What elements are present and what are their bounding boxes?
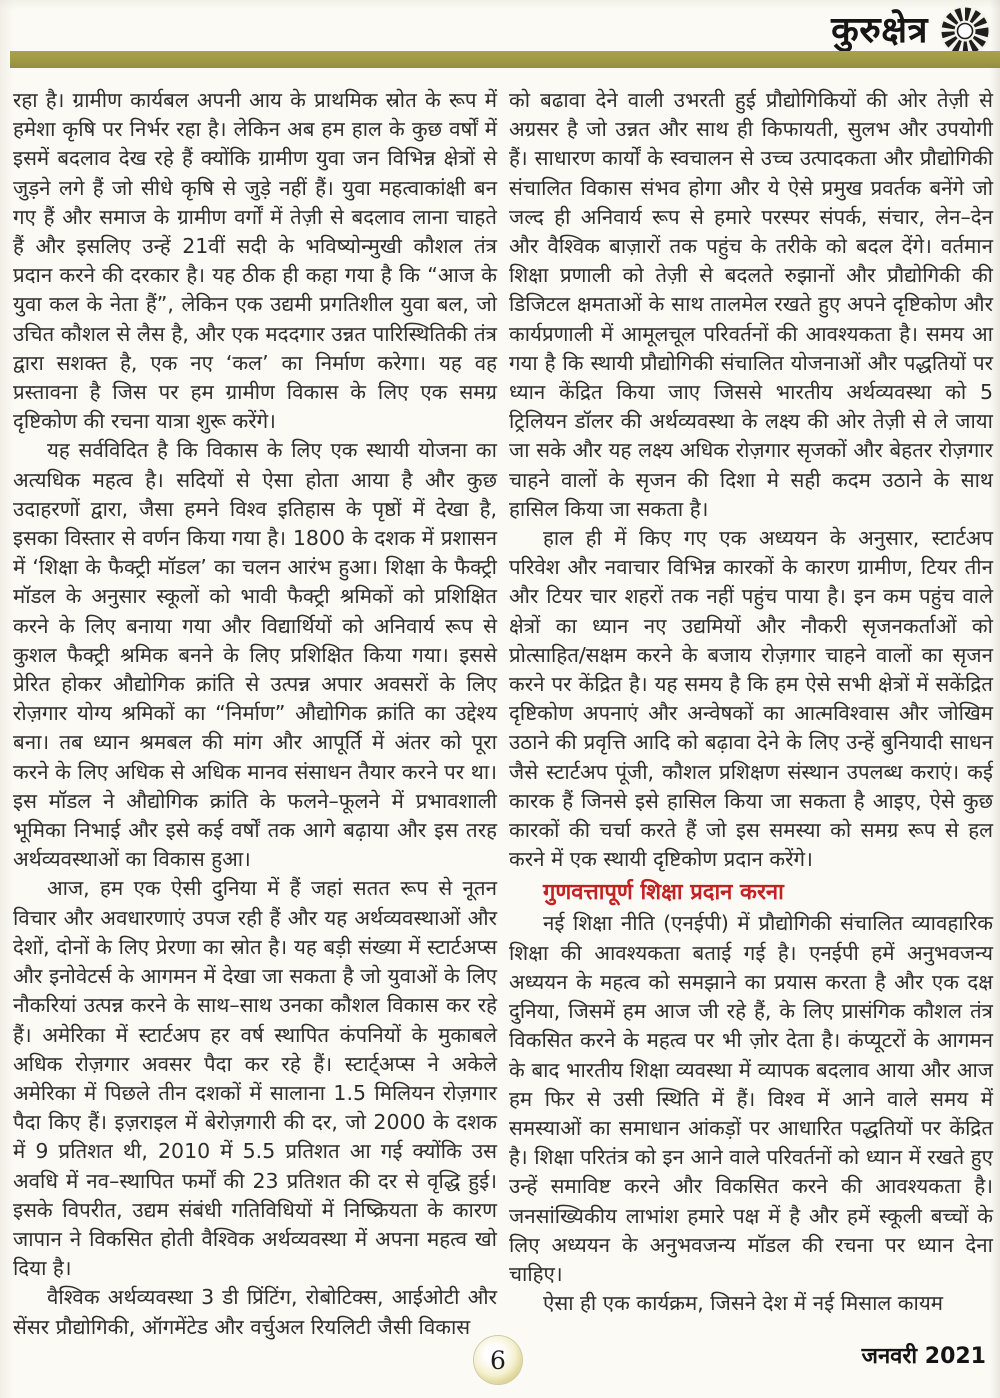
right-column [509, 86, 993, 1342]
paragraph: यह सर्वविदित है कि विकास के लिए एक स्थायी योजना का अत्यधिक महत्व है। सदियों से ऐसा होता आया है और कुछ उदाहरणों द्वारा, जैसा हमने विश्व इतिहास के पृष्ठों में देखा है, इसका विस्तार से वर्णन किया गया है। 1800 के दशक में प्रशासन में ‘शिक्षा के फैक्ट्री मॉडल’ का चलन आरंभ हुआ। शिक्षा के फैक्ट्री मॉडल के अनुसार स्कूलों को भावी फैक्ट्री श्रमिकों को प्रशिक्षित करने के लिए बनाया गया और विद्यार्थियों को अनिवार्य रूप से कुशल फैक्ट्री श्रमिक बनने के लिए प्रशिक्षित किया गया। इससे प्रेरित होकर औद्योगिक क्रांति से उत्पन्न अपार अवसरों के लिए रोज़गार योग्य श्रमिकों का “निर्माण” औद्योगिक क्रांति का उद्देश्य बना। तब ध्यान श्रमबल की मांग और आपूर्ति में अंतर को पूरा करने के लिए अधिक से अधिक मानव संसाधन तैयार करने पर था। इस मॉडल ने औद्योगिक क्रांति के फलने–फूलने में प्रभावशाली भूमिका निभाई और इसे कई वर्षों तक आगे बढ़ाया और इस तरह अर्थव्यवस्थाओं का विकास हुआ। [13, 438, 497, 872]
page-number-badge [474, 1336, 522, 1384]
issue-date: जनवरी 2021 [861, 1344, 986, 1369]
article-body [13, 86, 993, 1342]
paragraph: वैश्विक अर्थव्यवस्था 3 डी प्रिंटिंग, रोबोटिक्स, आईओटी और सेंसर प्रौद्योगिकी, ऑगमेंटेड और वर्चुअल रियलिटी जैसी विकास [13, 1285, 497, 1339]
section-heading: गुणवत्तापूर्ण शिक्षा प्रदान करना [543, 880, 784, 906]
header-rule [10, 51, 1000, 68]
magazine-title: कुरुक्षेत्र [831, 10, 928, 52]
page-number: 6 [490, 1345, 506, 1375]
paragraph: नई शिक्षा नीति (एनईपी) में प्रौद्योगिकी संचालित व्यावहारिक शिक्षा की आवश्यकता बताई गई है। एनईपी हमें अनुभवजन्य अध्ययन के महत्व को समझाने का प्रयास करता है और एक दक्ष दुनिया, जिसमें हम आज जी रहे हैं, के लिए प्रासंगिक कौशल तंत्र विकसित करने के महत्व पर भी ज़ोर देता है। कंप्यूटरों के आगमन के बाद भारतीय शिक्षा व्यवस्था में व्यापक बदलाव आया और आज हम फिर से उसी स्थिति में हैं। विश्व में आने वाले समय में समस्याओं का समाधान आंकड़ों पर आधारित पद्धतियों पर केंद्रित है। शिक्षा परितंत्र को इन आने वाले परिवर्तनों को ध्यान में रखते हुए उन्हें समाविष्ट करने और विकसित करने की आवश्यकता है। जनसांख्यिकीय लाभांश हमारे पक्ष में है और हमें स्कूली बच्चों के लिए अध्ययन के अनुभवजन्य मॉडल की रचना पर ध्यान देना चाहिए। [509, 911, 993, 1286]
paragraph: ऐसा ही एक कार्यक्रम, जिसने देश में नई मिसाल कायम [543, 1291, 944, 1316]
paragraph: हाल ही में किए गए एक अध्ययन के अनुसार, स्टार्टअप परिवेश और नवाचार विभिन्न कारकों के कारण ग्रामीण, टियर तीन और टियर चार शहरों तक नहीं पहुंच पाया है। इन कम पहुंच वाले क्षेत्रों का ध्यान नए उद्यमियों और नौकरी सृजनकर्ताओं को प्रोत्साहित/सक्षम करने के बजाय रोज़गार चाहने वालों का सृजन करने पर केंद्रित है। यह समय है कि हम ऐसे सभी क्षेत्रों में सकेंद्रित दृष्टिकोण अपनाएं और अन्वेषकों का आत्मविश्वास और जोखिम उठाने की प्रवृत्ति आदि को बढ़ावा देने के लिए उन्हें बुनियादी साधन जैसे स्टार्टअप पूंजी, कौशल प्रशिक्षण संस्थान उपलब्ध कराएं। कई कारक हैं जिनसे इसे हासिल किया जा सकता है आइए, ऐसे कुछ कारकों की चर्चा करते हैं जो इस समस्या को समग्र रूप से हल करने में एक स्थायी दृष्टिकोण प्रदान करेंगे। [509, 526, 993, 872]
paragraph: को बढावा देने वाली उभरती हुई प्रौद्योगिकियों की ओर तेज़ी से अग्रसर है जो उन्नत और साथ ही किफायती, सुलभ और उपयोगी हैं। साधारण कार्यों के स्वचालन से उच्च उत्पादकता और प्रौद्योगिकी संचालित विकास संभव होगा और ये ऐसे प्रमुख प्रवर्तक बनेंगे जो जल्द ही अनिवार्य रूप से हमारे परस्पर संपर्क, संचार, लेन–देन और वैश्विक बाज़ारों तक पहुंच के तरीके को बदल देंगे। वर्तमान शिक्षा प्रणाली को तेज़ी से बदलते रुझानों और प्रौद्योगिकी की डिजिटल क्षमताओं के साथ तालमेल रखते हुए अपने दृष्टिकोण और कार्यप्रणाली में आमूलचूल परिवर्तनों की आवश्यकता है। समय आ गया है कि स्थायी प्रौद्योगिकी संचालित योजनाओं और पद्धतियों पर ध्यान केंद्रित किया जाए जिससे भारतीय अर्थव्यवस्था को 5 ट्रिलियन डॉलर की अर्थव्यवस्था के लक्ष्य की ओर तेज़ी से ले जाया जा सके और यह लक्ष्य अधिक रोज़गार सृजकों और बेहतर रोज़गार चाहने वालों के सृजन की दिशा मे सही कदम उठाने के साथ हासिल किया जा सकता है। [509, 88, 993, 521]
left-column [13, 86, 497, 1342]
paragraph: आज, हम एक ऐसी दुनिया में हैं जहां सतत रूप से नूतन विचार और अवधारणाएं उपज रही हैं और यह अर्थव्यवस्थाओं और देशों, दोनों के लिए प्रेरणा का स्रोत है। यह बड़ी संख्या में स्टार्टअप्स और इनोवेटर्स के आगमन में देखा जा सकता है जो युवाओं के लिए नौकरियां उत्पन्न करने के साथ–साथ उनका कौशल विकास कर रहे हैं। अमेरिका में स्टार्टअप हर वर्ष स्थापित कंपनियों के मुकाबले अधिक रोज़गार अवसर पैदा कर रहे हैं। स्टार्ट्अप्स ने अकेले अमेरिका में पिछले तीन दशकों में सालाना 1.5 मिलियन रोज़गार पैदा किए हैं। इज़राइल में बेरोज़गारी की दर, जो 2000 के दशक में 9 प्रतिशत थी, 2010 में 5.5 प्रतिशत आ गई क्योंकि उस अवधि में नव–स्थापित फर्मों की 23 प्रतिशत की दर से वृद्धि हुई। इसके विपरीत, उद्यम संबंधी गतिविधियों में निष्क्रियता के कारण जापान ने विकसित होती वैश्विक अर्थव्यवस्था में अपना महत्व खो दिया है। [13, 876, 497, 1281]
masthead [831, 4, 992, 58]
paragraph: रहा है। ग्रामीण कार्यबल अपनी आय के प्राथमिक स्रोत के रूप में हमेशा कृषि पर निर्भर रहा है। लेकिन अब हम हाल के कुछ वर्षों में इसमें बदलाव देख रहे हैं क्योंकि ग्रामीण युवा जन विभिन्न क्षेत्रों से जुड़ने लगे हैं जो सीधे कृषि से जुड़े नहीं हैं। युवा महत्वाकांक्षी बन गए हैं और समाज के ग्रामीण वर्गों में तेज़ी से बदलाव लाना चाहते हैं और इसलिए उन्हें 21वीं सदी के भविष्योन्मुखी कौशल तंत्र प्रदान करने की दरकार है। यह ठीक ही कहा गया है कि “आज के युवा कल के नेता हैं”, लेकिन एक उद्यमी प्रगतिशील युवा बल, जो उचित कौशल से लैस है, और एक मददगार उन्नत पारिस्थितिकी तंत्र द्वारा सशक्त है, एक नए ‘कल’ का निर्माण करेगा। यह वह प्रस्तावना है जिस पर हम ग्रामीण विकास के लिए एक समग्र दृष्टिकोण की रचना यात्रा शुरू करेंगे। [13, 88, 497, 434]
chakra-emblem-icon [938, 4, 992, 58]
